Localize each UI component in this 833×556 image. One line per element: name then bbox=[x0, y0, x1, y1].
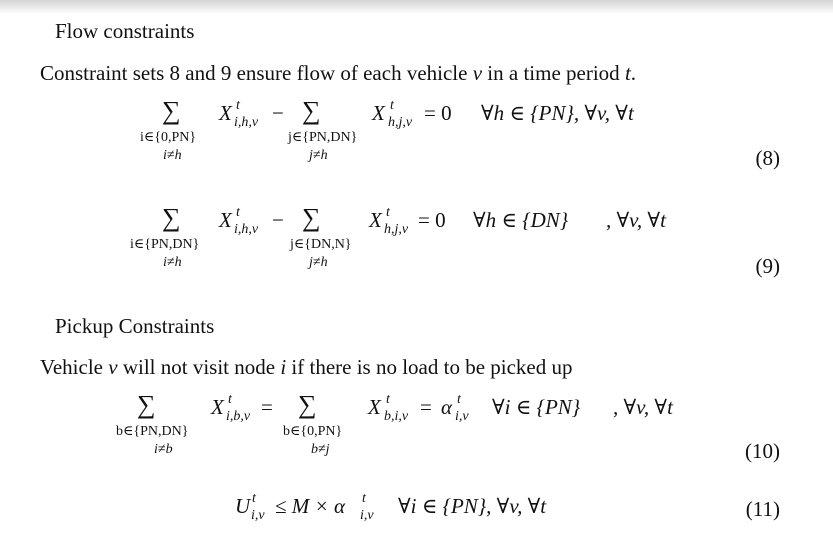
sum-condition: i≠h bbox=[163, 148, 182, 163]
sum-condition: j≠h bbox=[309, 148, 328, 163]
quantifier: ∀h ∈ {PN}, ∀v, ∀t bbox=[481, 101, 634, 125]
sum-condition: b≠j bbox=[311, 442, 330, 457]
inequality-expression: ≤ M × α bbox=[275, 494, 345, 518]
subscript: i,h,v bbox=[234, 222, 259, 237]
sum-index: j∈{PN,DN} bbox=[288, 130, 358, 145]
subscript: i,v bbox=[360, 508, 374, 523]
quantifier: ∀h ∈ {DN} bbox=[473, 208, 569, 232]
variable-x: X bbox=[369, 208, 382, 232]
top-shadow bbox=[0, 0, 833, 14]
equation-label: (10) bbox=[745, 439, 780, 463]
quantifier-rest: , ∀v, ∀t bbox=[613, 395, 673, 419]
sum-index: j∈{DN,N} bbox=[290, 237, 352, 252]
summation-symbol: ∑ bbox=[302, 203, 321, 232]
subscript: h,j,v bbox=[388, 115, 413, 130]
quantifier: ∀i ∈ {PN}, ∀v, ∀t bbox=[398, 494, 547, 518]
subscript: i,b,v bbox=[226, 409, 251, 424]
sum-condition: j≠h bbox=[309, 255, 328, 270]
summation-symbol: ∑ bbox=[137, 390, 156, 419]
summation-symbol: ∑ bbox=[162, 96, 181, 125]
equals-zero: = 0 bbox=[418, 208, 446, 232]
subscript: i,v bbox=[455, 409, 469, 424]
equation-label: (11) bbox=[745, 497, 780, 521]
flow-intro-text: Constraint sets 8 and 9 ensure flow of each vehicle v in a time period t. bbox=[40, 61, 637, 85]
sum-index: b∈{0,PN} bbox=[283, 424, 343, 439]
variable-x: X bbox=[372, 101, 385, 125]
superscript-t: t bbox=[390, 98, 394, 113]
equals-sign: = bbox=[261, 395, 273, 419]
variable-x: X bbox=[219, 208, 232, 232]
sum-index: i∈{0,PN} bbox=[140, 130, 197, 145]
variable-x: X bbox=[368, 395, 381, 419]
superscript-t: t bbox=[457, 392, 461, 407]
superscript-t: t bbox=[362, 491, 366, 506]
superscript-t: t bbox=[236, 98, 240, 113]
subscript: h,j,v bbox=[384, 222, 409, 237]
subscript: b,i,v bbox=[384, 409, 409, 424]
superscript-t: t bbox=[386, 392, 390, 407]
variable-x: X bbox=[211, 395, 224, 419]
sum-index: i∈{PN,DN} bbox=[130, 237, 200, 252]
minus-sign: − bbox=[272, 208, 284, 232]
variable-x: X bbox=[219, 101, 232, 125]
equals-zero: = 0 bbox=[424, 101, 452, 125]
superscript-t: t bbox=[386, 205, 390, 220]
sum-condition: i≠b bbox=[154, 442, 173, 457]
subscript: i,h,v bbox=[234, 115, 259, 130]
variable-u: U bbox=[235, 494, 251, 518]
sum-index: b∈{PN,DN} bbox=[116, 424, 189, 439]
superscript-t: t bbox=[228, 392, 232, 407]
equation-label: (8) bbox=[755, 146, 780, 170]
summation-symbol: ∑ bbox=[298, 390, 317, 419]
variable-alpha: α bbox=[441, 395, 453, 419]
superscript-t: t bbox=[236, 205, 240, 220]
equals-sign: = bbox=[420, 395, 432, 419]
summation-symbol: ∑ bbox=[302, 96, 321, 125]
quantifier-rest: , ∀v, ∀t bbox=[606, 208, 666, 232]
equation-label: (9) bbox=[755, 254, 780, 278]
sum-condition: i≠h bbox=[163, 255, 182, 270]
superscript-t: t bbox=[252, 491, 256, 506]
section-heading-flow: Flow constraints bbox=[55, 19, 195, 43]
subscript: i,v bbox=[251, 508, 265, 523]
pickup-intro-text: Vehicle v will not visit node i if there is no load to be picked up bbox=[40, 355, 573, 379]
quantifier: ∀i ∈ {PN} bbox=[492, 395, 581, 419]
minus-sign: − bbox=[272, 101, 284, 125]
section-heading-pickup: Pickup Constraints bbox=[55, 314, 215, 338]
summation-symbol: ∑ bbox=[162, 203, 181, 232]
